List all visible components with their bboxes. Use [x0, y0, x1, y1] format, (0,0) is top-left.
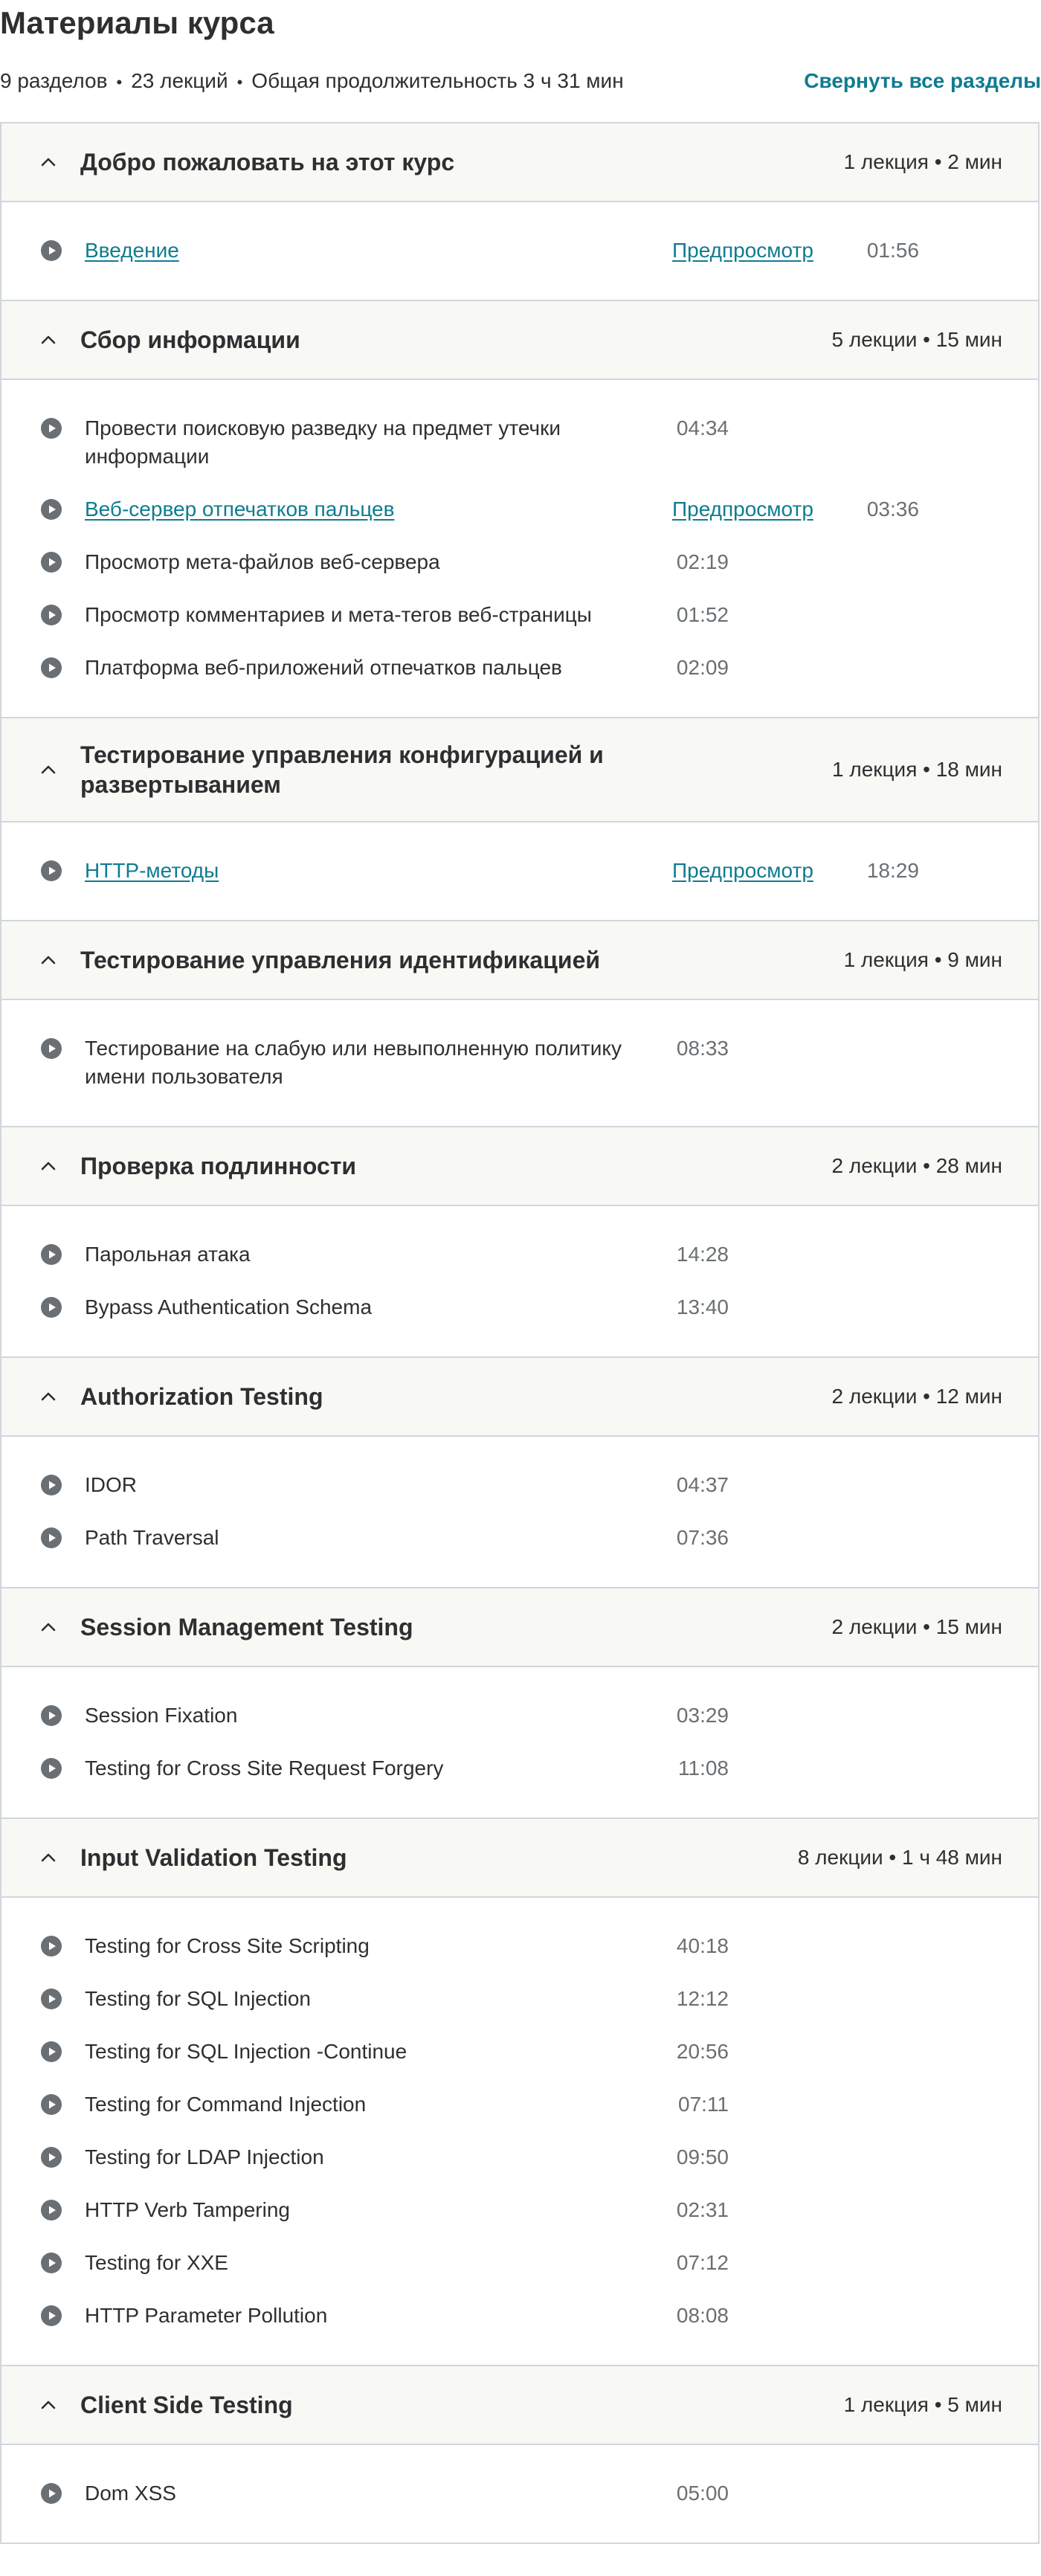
lecture-duration: 01:56	[866, 239, 919, 262]
lecture-link[interactable]: HTTP-методы	[85, 859, 219, 882]
section-stats: 5 лекции • 15 мин	[831, 328, 1002, 351]
play-circle-icon	[40, 2305, 62, 2327]
play-circle-icon	[40, 417, 62, 439]
preview-link[interactable]: Предпросмотр	[672, 239, 813, 262]
section-header[interactable]	[1, 123, 1038, 202]
lecture-item	[40, 589, 1002, 642]
preview-link[interactable]: Предпросмотр	[672, 498, 813, 521]
lecture-title: HTTP Parameter Pollution	[85, 2304, 328, 2327]
lecture-duration: 20:56	[676, 2040, 729, 2063]
section-header[interactable]	[1, 1588, 1038, 1667]
page-title: Материалы курса	[0, 5, 274, 40]
section-title: Тестирование управления конфигурацией и развертыванием	[80, 741, 604, 798]
section-title: Добро пожаловать на этот курс	[80, 149, 455, 176]
section-title: Тестирование управления идентификацией	[80, 947, 601, 973]
lecture-duration: 03:29	[676, 1704, 729, 1727]
section-header[interactable]	[1, 718, 1038, 822]
play-circle-icon	[40, 1527, 62, 1549]
play-circle-icon	[40, 1037, 62, 1060]
section-stats: 1 лекция • 5 мин	[843, 2393, 1002, 2416]
lecture-item[interactable]	[40, 483, 1002, 536]
section-lectures	[1, 2445, 1038, 2544]
play-circle-icon	[40, 551, 62, 573]
lecture-duration: 02:09	[676, 656, 729, 679]
lecture-title: Платформа веб-приложений отпечатков пальцев	[85, 656, 562, 679]
section-lectures	[1, 202, 1038, 301]
lecture-duration: 04:34	[676, 416, 729, 439]
lecture-item	[40, 1281, 1002, 1334]
section-title: Сбор информации	[80, 326, 300, 353]
chevron-up-icon[interactable]	[40, 1846, 71, 1869]
lecture-item	[40, 1512, 1002, 1565]
section-stats: 2 лекции • 12 мин	[831, 1385, 1002, 1408]
lecture-duration: 08:33	[676, 1037, 729, 1060]
chevron-up-icon[interactable]	[40, 151, 71, 173]
section-lectures	[1, 380, 1038, 718]
lecture-title: IDOR	[85, 1473, 137, 1496]
chevron-up-icon[interactable]	[40, 949, 71, 971]
play-circle-icon	[40, 2482, 62, 2505]
lecture-item	[40, 1229, 1002, 1281]
chevron-up-icon[interactable]	[40, 329, 71, 351]
lecture-title: Testing for SQL Injection	[85, 1987, 312, 2010]
section-stats: 1 лекция • 18 мин	[832, 758, 1002, 781]
lecture-duration: 01:52	[676, 603, 729, 626]
lecture-title: Bypass Authentication Schema	[85, 1295, 373, 1318]
play-circle-icon	[40, 1704, 62, 1727]
lecture-duration: 03:36	[866, 498, 919, 521]
curriculum-accordion	[0, 122, 1040, 2544]
section-header[interactable]	[1, 1358, 1038, 1437]
lecture-item	[40, 2467, 1002, 2520]
section-header[interactable]	[1, 1127, 1038, 1206]
section-stats: 1 лекция • 9 мин	[843, 948, 1002, 971]
lecture-duration: 40:18	[676, 1934, 729, 1957]
preview-link[interactable]: Предпросмотр	[672, 859, 813, 882]
section-stats: 2 лекции • 15 мин	[831, 1615, 1002, 1638]
play-circle-icon	[40, 657, 62, 679]
lecture-link[interactable]: Веб-сервер отпечатков пальцев	[85, 498, 395, 521]
section-lectures	[1, 822, 1038, 921]
section-header[interactable]	[1, 1819, 1038, 1898]
play-circle-icon	[40, 860, 62, 882]
play-circle-icon	[40, 239, 62, 262]
lecture-item	[40, 642, 1002, 695]
lecture-title: Парольная атака	[85, 1243, 251, 1266]
section-stats: 8 лекции • 1 ч 48 мин	[797, 1846, 1002, 1869]
lecture-duration: 07:36	[676, 1526, 729, 1549]
chevron-up-icon[interactable]	[40, 1385, 71, 1408]
chevron-up-icon[interactable]	[40, 1616, 71, 1638]
section-lectures	[1, 1437, 1038, 1588]
section-lectures	[1, 1000, 1038, 1127]
lecture-duration: 05:00	[676, 2482, 729, 2505]
sections-count: 9 разделов	[0, 69, 108, 92]
play-circle-icon	[40, 604, 62, 626]
lecture-item	[40, 1690, 1002, 1742]
lectures-count: 23 лекций	[131, 69, 228, 92]
section-title: Session Management Testing	[80, 1614, 413, 1640]
lecture-duration: 07:12	[676, 2251, 729, 2274]
lecture-title: Провести поисковую разведку на предмет утечки информации	[85, 416, 561, 468]
lecture-duration: 04:37	[676, 1473, 729, 1496]
lecture-title: Testing for Command Injection	[85, 2093, 367, 2116]
lecture-title: Просмотр комментариев и мета-тегов веб-страницы	[85, 603, 592, 626]
play-circle-icon	[40, 1243, 62, 1266]
section-header[interactable]	[1, 2366, 1038, 2445]
play-circle-icon	[40, 2041, 62, 2063]
chevron-up-icon[interactable]	[40, 1155, 71, 1177]
lecture-item	[40, 1973, 1002, 2026]
separator: •	[116, 72, 123, 91]
lecture-title: Dom XSS	[85, 2482, 176, 2505]
lecture-duration: 18:29	[866, 859, 919, 882]
section-header[interactable]	[1, 921, 1038, 1000]
total-duration: Общая продолжительность 3 ч 31 мин	[251, 69, 624, 92]
lecture-title: HTTP Verb Tampering	[85, 2198, 290, 2221]
lecture-duration: 11:08	[678, 1756, 729, 1780]
lecture-item	[40, 2290, 1002, 2342]
lecture-item	[40, 2184, 1002, 2237]
section-header[interactable]	[1, 301, 1038, 380]
section-stats: 2 лекции • 28 мин	[831, 1154, 1002, 1177]
lecture-duration: 02:31	[676, 2198, 729, 2221]
collapse-all-button[interactable]: Свернуть все разделы	[804, 69, 1041, 92]
lecture-title: Testing for XXE	[85, 2251, 228, 2274]
play-circle-icon	[40, 1757, 62, 1780]
lecture-duration: 14:28	[676, 1243, 729, 1266]
lecture-item	[40, 1742, 1002, 1795]
lecture-title: Testing for SQL Injection -Continue	[85, 2040, 407, 2063]
lecture-item	[40, 2237, 1002, 2290]
play-circle-icon	[40, 2199, 62, 2221]
section-lectures	[1, 1206, 1038, 1358]
chevron-up-icon[interactable]	[40, 2394, 71, 2416]
section-title: Client Side Testing	[80, 2392, 293, 2418]
play-circle-icon	[40, 2252, 62, 2274]
lecture-duration: 07:11	[678, 2093, 729, 2116]
separator: •	[236, 72, 243, 91]
lecture-title: Testing for Cross Site Scripting	[85, 1934, 370, 1957]
play-circle-icon	[40, 1474, 62, 1496]
lecture-item[interactable]	[40, 225, 1002, 277]
lecture-title: Просмотр мета-файлов веб-сервера	[85, 550, 440, 573]
lecture-item	[40, 402, 1002, 483]
lecture-title: Session Fixation	[85, 1704, 238, 1727]
play-circle-icon	[40, 1988, 62, 2010]
play-circle-icon	[40, 1296, 62, 1318]
lecture-item	[40, 536, 1002, 589]
play-circle-icon	[40, 2146, 62, 2168]
lecture-duration: 09:50	[676, 2145, 729, 2168]
play-circle-icon	[40, 498, 62, 521]
lecture-duration: 02:19	[676, 550, 729, 573]
play-circle-icon	[40, 2093, 62, 2116]
lecture-item	[40, 1459, 1002, 1512]
play-circle-icon	[40, 1935, 62, 1957]
lecture-title: Path Traversal	[85, 1526, 219, 1549]
lecture-title: Testing for Cross Site Request Forgery	[85, 1756, 444, 1780]
lecture-item	[40, 2026, 1002, 2078]
lecture-duration: 12:12	[676, 1987, 729, 2010]
lecture-duration: 13:40	[676, 1295, 729, 1318]
lecture-duration: 08:08	[676, 2304, 729, 2327]
section-title: Проверка подлинности	[80, 1153, 357, 1179]
lecture-item	[40, 2078, 1002, 2131]
lecture-item	[40, 1023, 1002, 1104]
section-stats: 1 лекция • 2 мин	[843, 150, 1002, 173]
section-lectures	[1, 1898, 1038, 2366]
lecture-link[interactable]: Введение	[85, 239, 179, 262]
chevron-up-icon[interactable]	[40, 759, 71, 781]
lecture-item[interactable]	[40, 845, 1002, 898]
section-title: Authorization Testing	[80, 1383, 323, 1410]
lecture-title: Testing for LDAP Injection	[85, 2145, 324, 2168]
lecture-item	[40, 1920, 1002, 1973]
section-title: Input Validation Testing	[80, 1844, 347, 1871]
course-summary	[0, 69, 624, 93]
lecture-title: Тестирование на слабую или невыполненную политику имени пользователя	[85, 1037, 622, 1088]
section-lectures	[1, 1667, 1038, 1819]
lecture-item	[40, 2131, 1002, 2184]
course-summary-row	[0, 40, 1041, 122]
